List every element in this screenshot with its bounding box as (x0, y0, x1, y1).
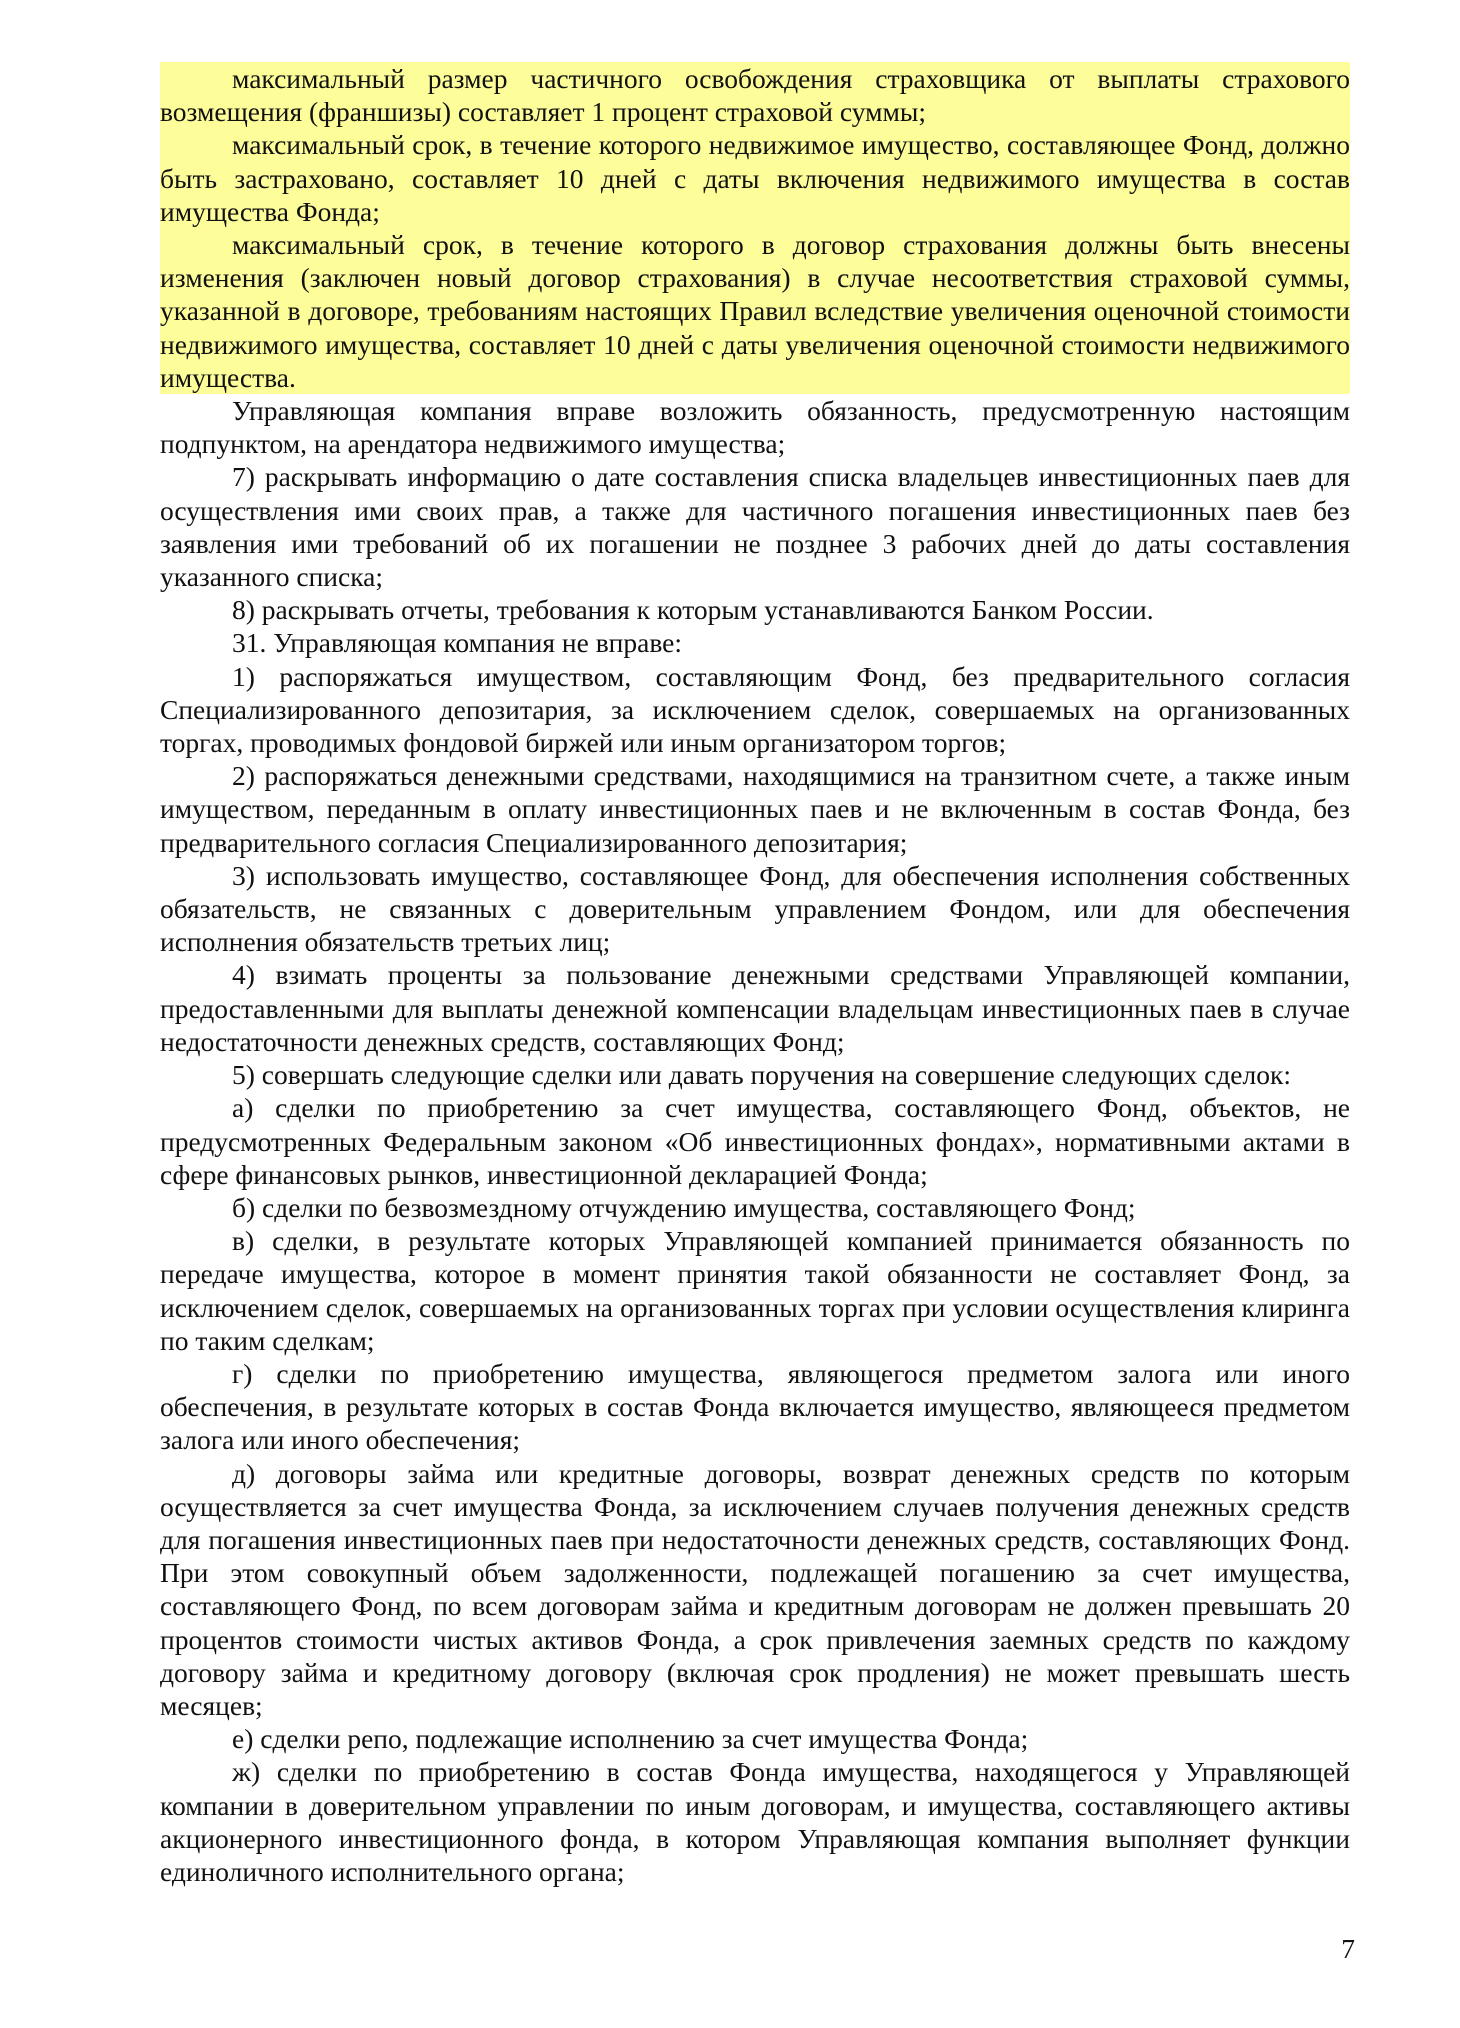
paragraph-31-1: 1) распоряжаться имуществом, составляющим Фонд, без предварительного согласия Специализированного депозитария, за исключением сделок, совершаемых на организованных торгах, проводимых фондовой биржей или иным организатором торгов; (160, 660, 1350, 759)
paragraph-tenant-obligation: Управляющая компания вправе возложить обязанность, предусмотренную настоящим подпунктом, на арендатора недвижимого имущества; (160, 395, 1350, 460)
paragraph-deductible (160, 62, 1350, 128)
paragraph-31-3: 3) использовать имущество, составляющее Фонд, для обеспечения исполнения собственных обязательств, не связанных с доверительным управлением Фондом, или для обеспечения исполнения обязательств третьих лиц; (160, 859, 1350, 958)
paragraph-31-5-a: а) сделки по приобретению за счет имущества, составляющего Фонд, объектов, не предусмотренных Федеральным законом «Об инвестиционных фондах», нормативными актами в сфере финансовых рынков, инвестиционной декларацией Фонда; (160, 1092, 1350, 1190)
paragraph-31-5-e: е) сделки репо, подлежащие исполнению за счет имущества Фонда; (232, 1723, 1029, 1755)
paragraph-31-5-b: б) сделки по безвозмездному отчуждению имущества, составляющего Фонд; (232, 1191, 1136, 1223)
paragraph-item-8: 8) раскрывать отчеты, требования к которым устанавливаются Банком России. (232, 594, 1154, 626)
paragraph-insurance-term (160, 128, 1350, 228)
paragraph-31-2: 2) распоряжаться денежными средствами, находящимися на транзитном счете, а также иным имуществом, переданным в оплату инвестиционных паев и не включенным в состав Фонда, без предварительного согласия Специализированного депозитария; (160, 760, 1350, 858)
paragraph-31-5-g: г) сделки по приобретению имущества, являющегося предметом залога или иного обеспечения, в результате которых в состав Фонда включается имущество, являющееся предметом залога или иного обеспечения; (160, 1357, 1350, 1456)
paragraph-text: максимальный размер частичного освобождения страховщика от выплаты страхового возмещения (франшизы) составляет 1 процент страховой суммы; (160, 63, 1350, 128)
document-body (160, 62, 1350, 1888)
paragraph-text: максимальный срок, в течение которого недвижимое имущество, составляющее Фонд, должно быть застраховано, составляет 10 дней с даты включения недвижимого имущества в состав имущества Фонда; (160, 129, 1350, 227)
paragraph-text: максимальный срок, в течение которого в договор страхования должны быть внесены изменения (заключен новый договор страхования) в случае несоответствия страховой суммы, указанной в договоре, требованиям настоящих Правил вследствие увеличения оценочной стоимости недвижимого имущества, составляет 10 дней с даты увеличения оценочной стоимости недвижимого имущества. (160, 229, 1350, 393)
paragraph-31-5-d: д) договоры займа или кредитные договоры, возврат денежных средств по которым осуществляется за счет имущества Фонда, за исключением случаев получения денежных средств для погашения инвестиционных паев при недостаточности денежных средств, составляющих Фонд. При этом совокупный объем задолженности, подлежащей погашению за счет имущества, составляющего Фонд, по всем договорам займа и кредитным договорам не должен превышать 20 процентов стоимости чистых активов Фонда, а срок привлечения заемных средств по каждому договору займа и кредитному договору (включая срок продления) не может превышать шесть месяцев; (160, 1457, 1350, 1721)
section-31-heading: 31. Управляющая компания не вправе: (232, 627, 683, 659)
paragraph-item-7: 7) раскрывать информацию о дате составления списка владельцев инвестиционных паев для осуществления ими своих прав, а также для частичного погашения инвестиционных паев без заявления ими требований об их погашении не позднее 3 рабочих дней до даты составления указанного списка; (160, 461, 1350, 593)
paragraph-31-5: 5) совершать следующие сделки или давать поручения на совершение следующих сделок: (232, 1059, 1291, 1091)
page-number: 7 (1341, 1933, 1355, 1964)
paragraph-contract-change-term (160, 228, 1350, 394)
paragraph-31-5-v: в) сделки, в результате которых Управляющей компанией принимается обязанность по передаче имущества, которое в момент принятия такой обязанности не составляет Фонд, за исключением сделок, совершаемых на организованных торгах при условии осуществления клиринга по таким сделкам; (160, 1225, 1350, 1356)
paragraph-31-5-zh: ж) сделки по приобретению в состав Фонда имущества, находящегося у Управляющей компании в доверительном управлении по иным договорам, и имущества, составляющего активы акционерного инвестиционного фонда, в котором Управляющая компания выполняет функции единоличного исполнительного органа; (160, 1756, 1350, 1887)
paragraph-31-4: 4) взимать проценты за пользование денежными средствами Управляющей компании, предоставленными для выплаты денежной компенсации владельцам инвестиционных паев в случае недостаточности денежных средств, составляющих Фонд; (160, 959, 1350, 1057)
